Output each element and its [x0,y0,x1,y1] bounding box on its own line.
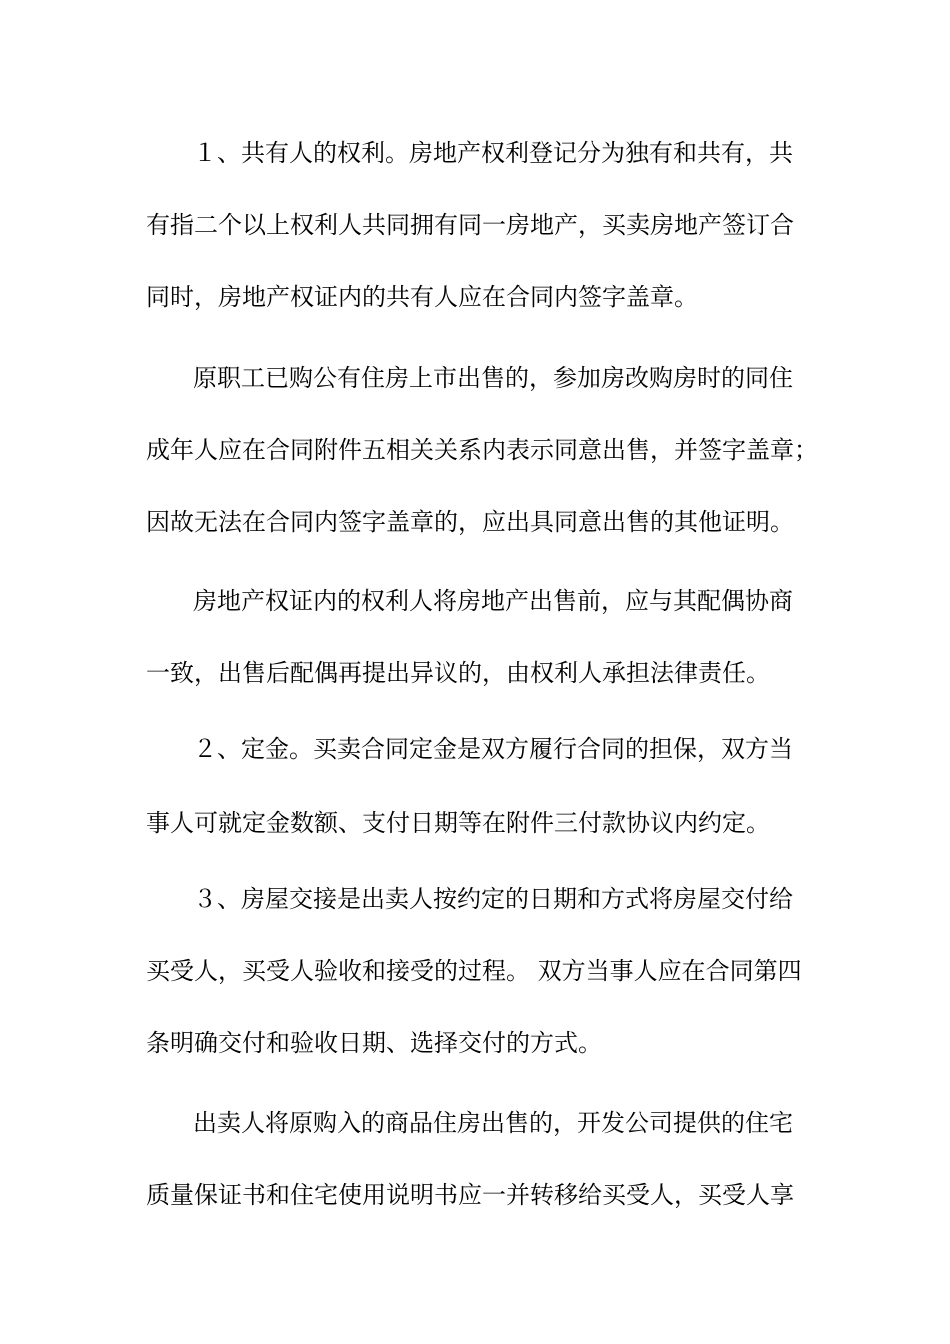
text-line: 同时，房地产权证内的共有人应在合同内签字盖章。 [146,283,698,311]
text-line: 一致，出售后配偶再提出异议的，由权利人承担法律责任。 [146,659,770,687]
text-line: 因故无法在合同内签字盖章的，应出具同意出售的其他证明。 [146,508,794,536]
text-line: 原职工已购公有住房上市出售的，参加房改购房时的同住 [193,364,793,392]
text-line: 条明确交付和验收日期、选择交付的方式。 [146,1029,602,1057]
text-line: 买受人，买受人验收和接受的过程。 双方当事人应在合同第四 [146,957,802,985]
text-line: １、共有人的权利。房地产权利登记分为独有和共有，共 [193,139,793,167]
text-line: 事人可就定金数额、支付日期等在附件三付款协议内约定。 [146,809,770,837]
text-line: 房地产权证内的权利人将房地产出售前，应与其配偶协商 [193,587,793,615]
text-line: 成年人应在合同附件五相关关系内表示同意出售，并签字盖章； [146,436,818,464]
text-line: 有指二个以上权利人共同拥有同一房地产，买卖房地产签订合 [146,211,794,239]
text-line: 出卖人将原购入的商品住房出售的，开发公司提供的住宅 [193,1109,793,1137]
text-line: 质量保证书和住宅使用说明书应一并转移给买受人，买受人享 [146,1181,794,1209]
text-line: ２、定金。买卖合同定金是双方履行合同的担保，双方当 [193,735,793,763]
text-line: ３、房屋交接是出卖人按约定的日期和方式将房屋交付给 [193,885,793,913]
